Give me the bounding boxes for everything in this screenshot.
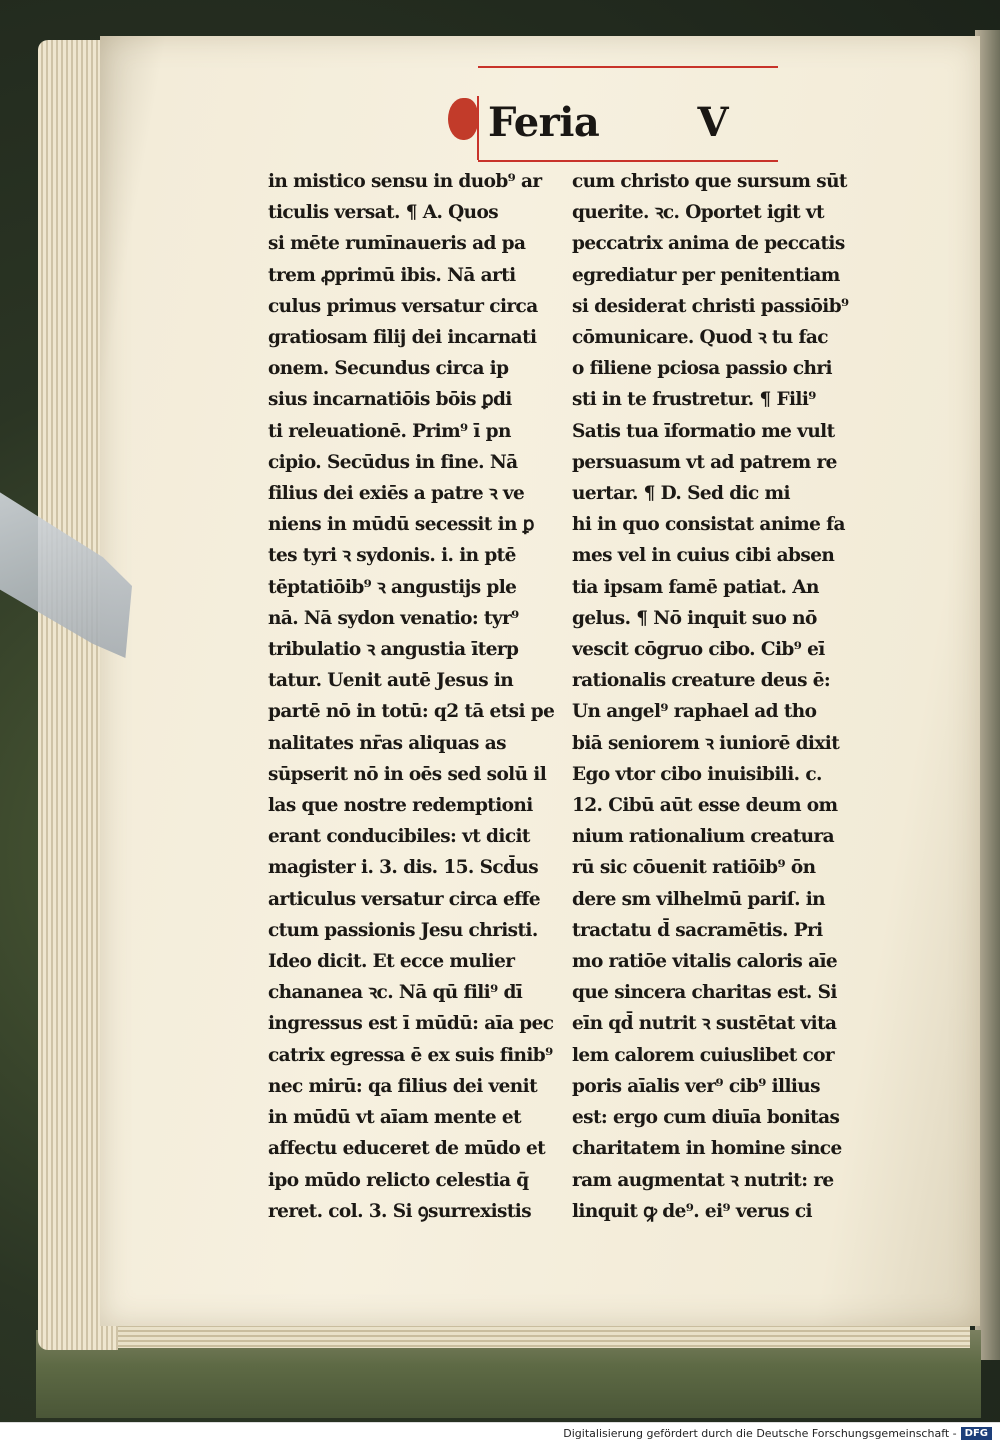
- text-line: mes vel in cuius cibi absen: [572, 545, 835, 567]
- text-line: affectu educeret de mūdo et: [268, 1138, 546, 1160]
- text-line: cum christo que sursum sūt: [572, 171, 847, 192]
- left-text-column: [268, 166, 568, 1227]
- text-line: catrix egressa ē ex suis finib⁹: [268, 1044, 553, 1066]
- digitization-footer: [0, 1422, 1000, 1444]
- text-line: cipio. Secūdus in fine. Nā: [268, 451, 518, 473]
- text-line: partē nō in totū: q2 tā etsi pe: [268, 701, 555, 723]
- text-line: tes tyri ꝛ sydonis. i. in ptē: [268, 545, 516, 567]
- text-line: erant conducibiles: vt dicit: [268, 826, 530, 848]
- text-line: in mistico sensu in duob⁹ ar: [268, 171, 542, 192]
- text-line: linquit ꝙ de⁹. ei⁹ verus ci: [572, 1200, 812, 1222]
- text-line: chananea ꝛc. Nā qū fili⁹ dī: [268, 982, 523, 1004]
- text-line: 12. Cibū aūt esse deum om: [572, 795, 838, 817]
- text-line: sūpserit nō in oēs sed solū il: [268, 763, 547, 785]
- text-line: tractatu d̄ sacramētis. Pri: [572, 919, 823, 941]
- text-line: tatur. Uenit autē Jesus in: [268, 670, 514, 692]
- text-line: nā. Nā sydon venatio: tyr⁹: [268, 607, 519, 629]
- footer-credit: Digitalisierung gefördert durch die Deutsche Forschungsgemeinschaft -: [563, 1427, 957, 1440]
- text-line: onem. Secundus circa ip: [268, 358, 509, 380]
- text-line: ctum passionis Jesu christi.: [268, 919, 538, 941]
- text-line: reret. col. 3. Si ꝯsurrexistis: [268, 1200, 532, 1222]
- rubric-initial-mark: [448, 98, 478, 140]
- text-line: culus primus versatur circa: [268, 295, 538, 317]
- heading-numeral: V: [697, 98, 728, 146]
- text-line: rationalis creature deus ē:: [572, 670, 831, 692]
- text-line: peccatrix anima de peccatis: [572, 233, 845, 255]
- text-line: si desiderat christi passiōib⁹: [572, 295, 849, 317]
- text-line: nec mirū: qa filius dei venit: [268, 1075, 538, 1097]
- text-line: tia ipsam famē patiat. An: [572, 576, 819, 598]
- text-line: nium rationalium creatura: [572, 826, 835, 848]
- text-line: querite. ꝛc. Oportet igit vt: [572, 202, 824, 224]
- text-line: Satis tua īformatio me vult: [572, 420, 835, 442]
- text-line: Ego vtor cibo inuisibili. c.: [572, 763, 822, 785]
- text-line: sius incarnatiōis bōis ꝑdi: [268, 389, 512, 411]
- text-line: trem ꝓprimū ibis. Nā arti: [268, 264, 516, 286]
- dfg-logo: DFG: [961, 1427, 992, 1440]
- text-line: ti releuationē. Prim⁹ ī pn: [268, 420, 511, 442]
- right-text-column: [572, 166, 872, 1227]
- text-line: biā seniorem ꝛ iuniorē dixit: [572, 732, 840, 754]
- text-line: sti in te frustretur. ¶ Fili⁹: [572, 389, 816, 411]
- page-heading: [488, 94, 768, 150]
- text-line: egrediatur per penitentiam: [572, 264, 840, 286]
- text-line: gratiosam filij dei incarnati: [268, 327, 537, 349]
- text-line: uertar. ¶ D. Sed dic mi: [572, 483, 790, 505]
- text-line: si mēte rumīnaueris ad pa: [268, 233, 526, 255]
- text-line: tribulatio ꝛ angustia īterp: [268, 639, 519, 661]
- text-line: ingressus est ī mūdū: aīa pec: [268, 1013, 554, 1035]
- text-line: filius dei exiēs a patre ꝛ ve: [268, 483, 525, 505]
- text-line: poris aīalis ver⁹ cib⁹ illius: [572, 1075, 820, 1097]
- text-line: las que nostre redemptioni: [268, 795, 533, 817]
- text-line: o filiene pciosa passio chri: [572, 358, 832, 380]
- text-line: rū sic cōuenit ratiōib⁹ ōn: [572, 857, 816, 879]
- text-line: gelus. ¶ Nō inquit suo nō: [572, 607, 817, 629]
- text-line: cōmunicare. Quod ꝛ tu fac: [572, 327, 828, 349]
- text-line: charitatem in homine since: [572, 1138, 842, 1160]
- text-line: magister i. 3. dis. 15. Scd̄us: [268, 857, 539, 879]
- text-line: nalitates nr̄as aliquas as: [268, 732, 506, 754]
- text-line: eīn qd̄ nutrit ꝛ sustētat vita: [572, 1013, 837, 1035]
- text-line: persuasum vt ad patrem re: [572, 451, 837, 473]
- text-line: que sincera charitas est. Si: [572, 982, 837, 1004]
- text-line: mo ratiōe vitalis caloris aīe: [572, 951, 838, 973]
- text-line: tēptatiōib⁹ ꝛ angustijs ple: [268, 576, 517, 598]
- text-line: dere sm vilhelmū pariſ. in: [572, 888, 826, 910]
- text-line: niens in mūdū secessit in ꝑ: [268, 514, 534, 536]
- heading-feria: Feria: [488, 98, 600, 146]
- text-line: Un angel⁹ raphael ad tho: [572, 701, 817, 723]
- text-line: Ideo dicit. Et ecce mulier: [268, 951, 515, 973]
- text-line: hi in quo consistat anime fa: [572, 514, 845, 536]
- text-line: articulus versatur circa effe: [268, 888, 540, 910]
- text-line: ipo mūdo relicto celestia q̄: [268, 1169, 529, 1191]
- text-line: ticulis versat. ¶ A. Quos: [268, 202, 499, 224]
- text-line: lem calorem cuiuslibet cor: [572, 1044, 835, 1066]
- text-line: in mūdū vt aīam mente et: [268, 1107, 521, 1129]
- text-line: vescit cōgruo cibo. Cib⁹ eī: [572, 639, 825, 661]
- text-line: est: ergo cum diuīa bonitas: [572, 1107, 840, 1129]
- text-line: ram augmentat ꝛ nutrit: re: [572, 1169, 834, 1191]
